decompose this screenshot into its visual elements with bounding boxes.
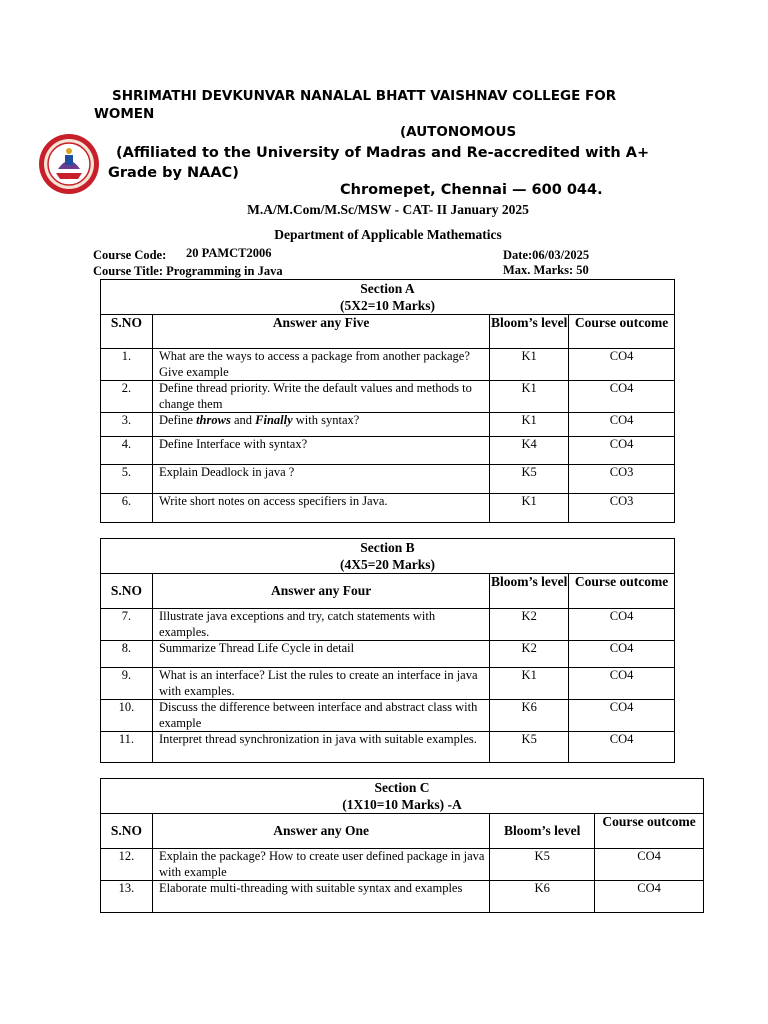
question-text: Define Interface with syntax? [152,437,489,465]
section-a-heading [101,280,675,315]
question-number: 5. [101,465,153,494]
course-outcome: CO4 [569,413,675,437]
course-outcome: CO4 [595,849,704,881]
table-row [101,849,704,881]
section-b-table [100,538,675,763]
col-sno: S.NO [101,574,153,609]
college-location: Chromepet, Chennai — 600 044. [340,182,603,198]
col-outcome: Course outcome [595,814,704,849]
department-name: Department of Applicable Mathematics [274,227,502,242]
course-outcome: CO4 [569,641,675,668]
autonomous-label: (AUTONOMOUS [400,124,517,140]
question-text: Write short notes on access specifiers in Java. [152,494,489,523]
question-text-part: Define [158,413,197,427]
blooms-level: K6 [490,881,595,913]
course-outcome: CO4 [569,609,675,641]
col-instruction: Answer any Four [152,574,489,609]
blooms-level: K5 [490,849,595,881]
question-text-part: and [230,413,256,427]
question-number: 13. [101,881,153,913]
course-outcome: CO4 [569,381,675,413]
section-b-title: Section B [360,540,415,555]
col-outcome: Course outcome [569,315,675,349]
section-b-header-row [101,574,675,609]
question-text: Define thread priority. Write the default values and methods to change them [152,381,489,413]
blooms-level: K1 [490,349,569,381]
table-row [101,381,675,413]
col-instruction: Answer any Five [152,315,489,349]
course-outcome: CO4 [569,437,675,465]
course-outcome: CO4 [569,668,675,700]
exam-title: M.A/M.Com/M.Sc/MSW - CAT- II January 2025 [247,202,529,217]
table-row [101,437,675,465]
section-c-table [100,778,704,913]
section-c-header-row [101,814,704,849]
max-marks: Max. Marks: 50 [503,263,589,277]
blooms-level: K4 [490,437,569,465]
question-number: 4. [101,437,153,465]
question-text: Discuss the difference between interface and abstract class with example [152,700,489,732]
course-code: 20 PAMCT2006 [186,246,272,260]
course-title: Course Title: Programming in Java [93,264,283,278]
col-blooms: Bloom’s level [490,814,595,849]
question-number: 12. [101,849,153,881]
table-row [101,641,675,668]
college-seal-logo [38,133,100,195]
table-row [101,413,675,437]
course-outcome: CO3 [569,494,675,523]
course-outcome: CO4 [569,349,675,381]
blooms-level: K6 [490,700,569,732]
keyword-finally: Finally [255,413,293,427]
table-row [101,494,675,523]
col-instruction: Answer any One [152,814,489,849]
question-text [152,413,489,437]
question-number: 6. [101,494,153,523]
question-text: Summarize Thread Life Cycle in detail [152,641,489,668]
college-name: SHRIMATHI DEVKUNVAR NANALAL BHATT VAISHNAV COLLEGE FOR WOMEN [94,88,617,122]
question-text: Interpret thread synchronization in java with suitable examples. [152,732,489,763]
blooms-level: K2 [490,609,569,641]
section-a-table [100,279,675,523]
course-code-label: Course Code: [93,248,167,262]
question-text: Elaborate multi-threading with suitable syntax and examples [152,881,489,913]
question-number: 11. [101,732,153,763]
col-outcome: Course outcome [569,574,675,609]
keyword-throws: throws [196,413,231,427]
course-outcome: CO4 [569,732,675,763]
table-row [101,609,675,641]
blooms-level: K2 [490,641,569,668]
section-a-title: Section A [360,281,415,296]
question-text: Illustrate java exceptions and try, catch statements with examples. [152,609,489,641]
col-blooms: Bloom’s level [490,574,569,609]
table-row [101,349,675,381]
question-number: 3. [101,413,153,437]
section-b-heading [101,539,675,574]
table-row [101,668,675,700]
section-a-header-row [101,315,675,349]
affiliation-text: (Affiliated to the University of Madras and Re-accredited with A+ Grade by NAAC) [108,145,650,181]
section-c-marks: (1X10=10 Marks) -A [342,797,462,812]
question-text: Explain Deadlock in java ? [152,465,489,494]
course-outcome: CO4 [595,881,704,913]
course-outcome: CO3 [569,465,675,494]
section-b-marks: (4X5=20 Marks) [339,557,436,572]
question-text: What is an interface? List the rules to create an interface in java with examples. [152,668,489,700]
exam-date: Date:06/03/2025 [503,248,590,262]
course-outcome: CO4 [569,700,675,732]
blooms-level: K5 [490,732,569,763]
col-blooms: Bloom’s level [490,315,569,349]
col-sno: S.NO [101,814,153,849]
question-number: 8. [101,641,153,668]
question-text: What are the ways to access a package from another package? Give example [152,349,489,381]
col-sno: S.NO [101,315,153,349]
blooms-level: K1 [490,413,569,437]
section-c-title: Section C [374,780,430,795]
blooms-level: K5 [490,465,569,494]
question-number: 2. [101,381,153,413]
blooms-level: K1 [490,494,569,523]
section-a-marks: (5X2=10 Marks) [339,298,436,313]
table-row [101,881,704,913]
blooms-level: K1 [490,668,569,700]
blooms-level: K1 [490,381,569,413]
question-number: 9. [101,668,153,700]
question-number: 10. [101,700,153,732]
section-c-heading [101,779,704,814]
table-row [101,732,675,763]
question-number: 1. [101,349,153,381]
question-text: Explain the package? How to create user defined package in java with example [152,849,489,881]
question-text-part: with syntax? [292,413,360,427]
table-row [101,700,675,732]
question-number: 7. [101,609,153,641]
table-row [101,465,675,494]
